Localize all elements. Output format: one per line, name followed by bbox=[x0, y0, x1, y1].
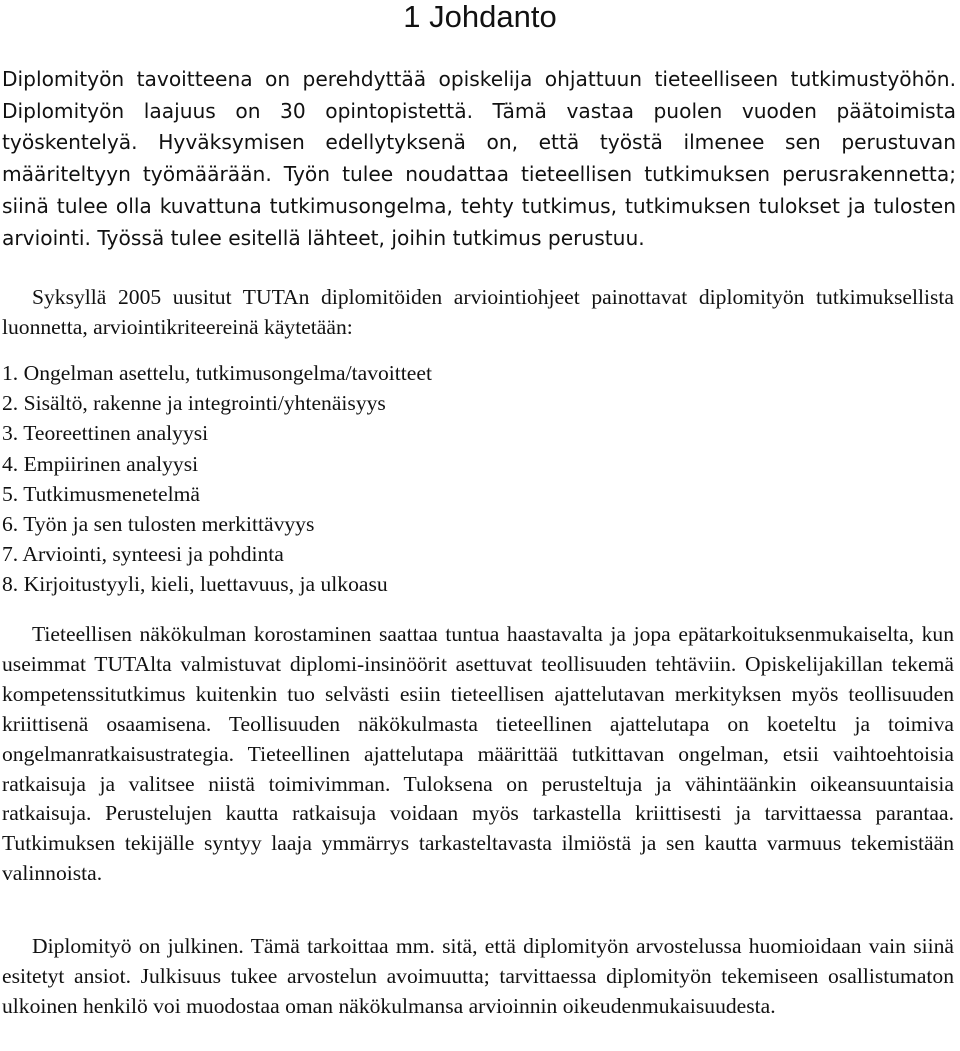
list-item: 2. Sisältö, rakenne ja integrointi/yhtenäisyys bbox=[2, 391, 386, 416]
criteria-intro-paragraph: Syksyllä 2005 uusitut TUTAn diplomitöiden arviointiohjeet painottavat diplomityön tutkimuksellista luonnetta, arviointikriteereinä käytetään: bbox=[2, 285, 954, 339]
page-title: 1 Johdanto bbox=[403, 0, 557, 34]
list-item: 4. Empiirinen analyysi bbox=[2, 451, 199, 476]
list-item: 1. Ongelman asettelu, tutkimusongelma/tavoitteet bbox=[2, 361, 432, 385]
criteria-list bbox=[2, 358, 432, 600]
list-item: 7. Arviointi, synteesi ja pohdinta bbox=[2, 542, 284, 567]
scientific-perspective-paragraph: Tieteellisen näkökulman korostaminen saattaa tuntua haastavalta ja jopa epätarkoituksenmukaiselta, kun useimmat TUTAlta valmistuvat diplomi-insinöörit asettuvat teollisuuden tehtäviin. Opiskelijakillan tekemä kompetenssitutkimus kuitenkin tuo selvästi esiin tieteellisen ajattelutavan merkityksen myös teollisuuden kriittisenä osaamisena. Teollisuuden näkökulmasta tieteellinen ajattelutapa on koeteltu ja toimiva ongelmanratkaisustrategia. Tieteellinen ajattelutapa määrittää tutkittavan ongelman, etsii vaihtoehtoisia ratkaisuja ja valitsee niistä toimivimman. Tuloksena on perusteltuja ja vähintäänkin oikeansuuntaisia ratkaisuja. Perustelujen kautta ratkaisuja voidaan myös tarkastella kriittisesti ja tarvittaessa parantaa. Tutkimuksen tekijälle syntyy laaja ymmärrys tarkasteltavasta ilmiöstä ja sen kautta varmuus tekemistään valinnoista. bbox=[2, 622, 954, 886]
list-item: 5. Tutkimusmenetelmä bbox=[2, 481, 200, 506]
list-item: 6. Työn ja sen tulosten merkittävyys bbox=[2, 512, 315, 537]
public-thesis-paragraph: Diplomityö on julkinen. Tämä tarkoittaa mm. sitä, että diplomityön arvostelussa huomioidaan vain siinä esitetyt ansiot. Julkisuus tukee arvostelun avoimuutta; tarvittaessa diplomityön tekemiseen osallistumaton ulkoinen henkilö voi muodostaa oman näkökulmansa arvioinnin oikeudenmukaisuudesta. bbox=[2, 934, 954, 1018]
list-item: 8. Kirjoitustyyli, kieli, luettavuus, ja ulkoasu bbox=[2, 572, 388, 597]
intro-paragraph: Diplomityön tavoitteena on perehdyttää opiskelija ohjattuun tieteelliseen tutkimustyöhön. Diplomityön laajuus on 30 opintopistettä. Tämä vastaa puolen vuoden päätoimista työskentelyä. Hyväksymisen edellytyksenä on, että työstä ilmenee sen perustuvan määriteltyyn työmäärään. Työn tulee noudattaa tieteellisen tutkimuksen perusrakennetta; siinä tulee olla kuvattuna tutkimusongelma, tehty tutkimus, tutkimuksen tulokset ja tulosten arviointi. Työssä tulee esitellä lähteet, joihin tutkimus perustuu. bbox=[2, 67, 956, 250]
list-item: 3. Teoreettinen analyysi bbox=[2, 421, 209, 446]
